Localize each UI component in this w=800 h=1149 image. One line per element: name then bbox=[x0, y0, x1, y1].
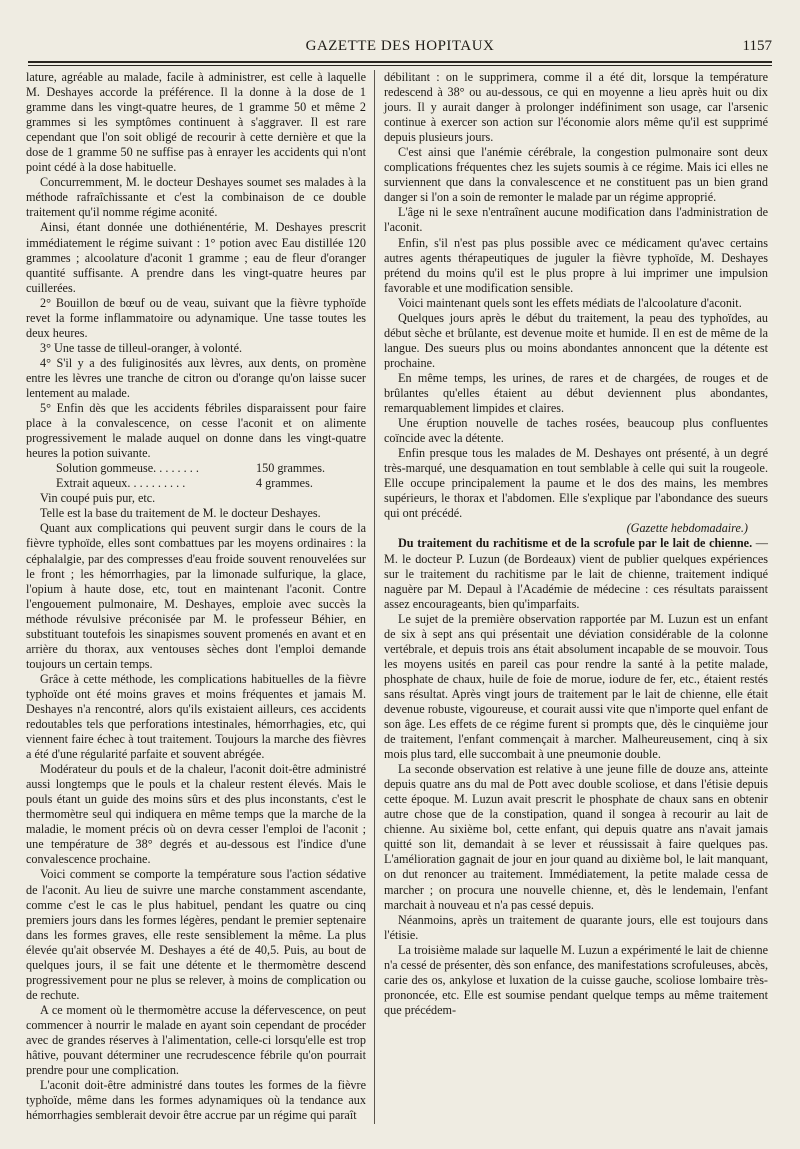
left-column bbox=[26, 70, 366, 1123]
paragraph: La troisième malade sur laquelle M. Luzun a expérimenté le lait de chienne n'a cessé de présenter, dès son enfance, des manifestations scrofuleuses, abcès, carie des os, ankylose et luxation de la cuisse gauche, scoliose lombaire très-prononcée, etc. Elle est soumise pendant quelque temps au même traitement que précédem- bbox=[384, 942, 768, 1017]
paragraph: Quant aux complications qui peuvent surgir dans le cours de la fièvre typhoïde, elles sont combattues par les moyens ordinaires : la céphalalgie, par des compresses d'eau froide souvent renouvelées sur le front ; les hémorrhagies, par la limonade sulfurique, la glace, l'opium à haute dose, etc, tout en maintenant l'aconit. Contre l'engouement pulmonaire, M. Deshayes, emploie avec succès la méthode révulsive préconisée par M. le professeur Béhier, en substituant toutefois les sinapismes souvent promenés en avant et en arrière du thorax, aux ventouses sèches dont l'emploi demande toujours un certain temps. bbox=[26, 521, 366, 671]
paragraph: Le sujet de la première observation rapportée par M. Luzun est un enfant de six à sept ans qui présentait une déviation considérable de la colonne vertébrale, et depuis trois ans était absolument incapable de se mouvoir. Tous les moyens usités en pareil cas pour rendre la santé à la petite malade, phosphate de chaux, huile de foie de morue, iodure de fer, etc., étaient restés sans résultat. Après vingt jours de traitement par le lait de chienne, elle était devenue robuste, vigoureuse, et courait aussi vite que n'importe quel enfant de son âge. Les effets de ce régime furent si prompts que, dès le cinquième jour de traitement, l'enfant commençait à marcher. Malheureusement, cinq à six mois plus tard, elle succombait à une pneumonie double. bbox=[384, 611, 768, 762]
paragraph: Vin coupé puis pur, etc. bbox=[40, 491, 156, 506]
paragraph: Telle est la base du traitement de M. le docteur Deshayes. bbox=[40, 506, 321, 521]
paragraph: Modérateur du pouls et de la chaleur, l'aconit doit-être administré aussi longtemps que le pouls et la chaleur restent élevés. Mais le pouls étant un guide des moins sûrs et des plus inconstants, c'est le thermomètre seul qui indiquera en même temps que la marche de la maladie, le moment précis où on devra cesser l'emploi de l'aconit ; une température de 38° degrés et au-dessous est l'indice d'une convalescence prochaine. bbox=[26, 762, 366, 867]
section-intro: — M. le docteur P. Luzun (de Bordeaux) vient de publier quelques expériences sur le traitement du rachitisme par le lait de chienne, traitement indiqué naguère par M. Depaul à l'Académie de médecine : ces résultats paraissent assez encourageants, bien qu'imparfaits. bbox=[384, 536, 768, 611]
paragraph: Enfin, s'il n'est pas plus possible avec ce médicament qu'avec certains autres agents thérapeutiques de juguler la fièvre typhoïde, M. Deshayes prétend du moins qu'il est le plus propre à lui imprimer une impulsion favorable et une modification sensible. bbox=[384, 235, 768, 295]
paragraph: Concurremment, M. le docteur Deshayes soumet ses malades à la méthode rafraîchissante et c'est la combinaison de ce double traitement qu'il nomme régime aconité. bbox=[26, 175, 366, 220]
paragraph: 3° Une tasse de tilleul-oranger, à volonté. bbox=[40, 340, 243, 355]
paragraph: Voici maintenant quels sont les effets médiats de l'alcoolature d'aconit. bbox=[398, 295, 742, 310]
paragraph: Enfin presque tous les malades de M. Deshayes ont présenté, à un degré très-marqué, une desquamation en tout semblable à celle qui suit la rougeole. Elle occupe principalement la paume et le dos des mains, les membres supérieurs, le thorax et l'abdomen. Elle s'explique par l'abondance des sueurs qui ont précédé. bbox=[384, 446, 768, 521]
paragraph: lature, agréable au malade, facile à administrer, est celle à laquelle M. Deshayes accorde la préférence. Il la donne à la dose de 1 gramme dans les vingt-quatre heures, de 1 gramme 50 et même 2 grammes si les symptômes continuent à s'aggraver. Il est rare cependant que l'on soit obligé de recourir à cette dernière et que la dose de 1 gramme 50 ne suffise pas à enrayer les accidents qui n'ont point cédé à la dose habituelle. bbox=[26, 70, 366, 175]
paragraph: 4° S'il y a des fuliginosités aux lèvres, aux dents, on promène entre les lèvres une tranche de citron ou d'orange qu'on laisse sucer lentement au malade. bbox=[26, 355, 366, 400]
journal-title: GAZETTE DES HOPITAUX bbox=[305, 38, 495, 54]
paragraph: Néanmoins, après un traitement de quarante jours, elle est toujours dans l'étisie. bbox=[384, 912, 768, 942]
formula-line bbox=[26, 461, 366, 476]
paragraph: Grâce à cette méthode, les complications habituelles de la fièvre typhoïde ont été moins graves et moins fréquentes et jamais M. Deshayes n'a rencontré, alors qu'ils existaient ailleurs, ces accidents redoutables tels que perforations intestinales, hémorrhagies, etc, qui viennent faire échec à tout traitement. Toujours la marche des fièvres a été d'une régularité parfaite et souvent abrégée. bbox=[26, 671, 366, 762]
right-column bbox=[384, 70, 768, 1018]
paragraph: Voici comment se comporte la température sous l'action sédative de l'aconit. Au lieu de suivre une marche constamment ascendante, comme c'est le cas le plus habituel, pendant les quatre ou cinq premiers jours dans les formes légères, pendant le premier septenaire dans les formes graves, elle reste sensiblement la même. La plus élevée qu'ait observée M. Deshayes a été de 40,5. Puis, au bout de quelques jours, il se fait une détente et le thermomètre descend progressivement pour ne plus se relever, à moins de complication ou de rechute. bbox=[26, 867, 366, 1002]
section-title: Du traitement du rachitisme et de la scrofule par le lait de chienne. bbox=[398, 536, 753, 551]
formula-ingredient: Solution gommeuse. . . . . . . . bbox=[56, 461, 199, 476]
formula-quantity: 150 grammes. bbox=[256, 461, 326, 476]
page-number: 1157 bbox=[742, 38, 772, 54]
paragraph: débilitant : on le supprimera, comme il a été dit, lorsque la température redescend à 38° ou au-dessous, ce qui en moyenne a lieu après huit ou dix jours. Il y aurait danger à prolonger indéfiniment son usage, car l'arsenic continue à exercer son action sur l'économie alors même qu'il est supprimé depuis plusieurs jours. bbox=[384, 70, 768, 145]
paragraph: Quelques jours après le début du traitement, la peau des typhoïdes, au début sèche et brûlante, est devenue moite et humide. Il en est de même de la langue. Des sueurs plus ou moins abondantes annoncent que la détente est prochaine. bbox=[384, 310, 768, 370]
paragraph: En même temps, les urines, de rares et de chargées, de rouges et de brûlantes qu'elles étaient au début deviennent plus abondantes, remarquablement limpides et claires. bbox=[384, 370, 768, 416]
page-header bbox=[28, 38, 772, 60]
formula-ingredient: Extrait aqueux. . . . . . . . . . bbox=[56, 476, 186, 491]
paragraph: La seconde observation est relative à une jeune fille de douze ans, atteinte depuis quatre ans du mal de Pott avec double scoliose, et dans l'étisie depuis cette époque. M. Luzun avait prescrit le phosphate de chaux sans en obtenir autre chose que de la constipation, quand il songea à recourir au lait de chienne. Au sixième bol, cette enfant, qui depuis quatre ans n'avait jamais quitté son lit, demandait à se lever et réussissait à faire quelques pas. L'amélioration gagnait de jour en jour quand au dixième bol, le lait manquant, on dut renoncer au traitement. Immédiatement, la petite malade cessa de marcher ; on procura une nouvelle chienne, et, dès le lendemain, l'enfant marchait à nouveau et n'a pas cessé depuis. bbox=[384, 762, 768, 912]
paragraph: L'aconit doit-être administré dans toutes les formes de la fièvre typhoïde, même dans les formes adynamiques où la tendance aux hémorrhagies semblerait devoir être accrue par un régime qui paraît bbox=[26, 1078, 366, 1123]
formula-quantity: 4 grammes. bbox=[256, 476, 313, 491]
column-divider bbox=[374, 70, 375, 1124]
formula-line bbox=[26, 476, 366, 491]
paragraph: L'âge ni le sexe n'entraînent aucune modification dans l'administration de l'aconit. bbox=[384, 205, 768, 235]
paragraph: C'est ainsi que l'anémie cérébrale, la congestion pulmonaire sont deux complications fréquentes chez les sujets soumis à ce régime. Mais ici elles ne surviennent que dans la convalescence et ne constituent pas un bien grand danger si l'on a soin de remonter le malade par un régime approprié. bbox=[384, 145, 768, 205]
paragraph: Une éruption nouvelle de taches rosées, beaucoup plus confluentes coïncide avec la détente. bbox=[384, 416, 768, 446]
paragraph: A ce moment où le thermomètre accuse la défervescence, on peut commencer à nourrir le malade en ayant soin cependant de procéder avec de grandes réserves à l'alimentation, celle-ci lorsqu'elle est trop hâtive, pouvant déterminer une recrudescence fébrile qu'on pourrait prendre pour une complication. bbox=[26, 1002, 366, 1078]
header-rule-thin bbox=[28, 65, 772, 66]
header-rule bbox=[28, 61, 772, 63]
source-signature: (Gazette hebdomadaire.) bbox=[626, 521, 748, 536]
paragraph: 5° Enfin dès que les accidents fébriles disparaissent pour faire place à la convalescence, on cesse l'aconit et on alimente progressivement le malade auquel on donne dans les vingt-quatre heures la potion suivante. bbox=[26, 401, 366, 461]
paragraph: Ainsi, étant donnée une dothiénentérie, M. Deshayes prescrit immédiatement le régime suivant : 1° potion avec Eau distillée 120 grammes ; alcoolature d'aconit 1 gramme ; eau de fleur d'oranger quantité suffisante. A prendre dans les vingt-quatre heures par cuillerées. bbox=[26, 220, 366, 295]
section-paragraph bbox=[384, 536, 768, 611]
paragraph: 2° Bouillon de bœuf ou de veau, suivant que la fièvre typhoïde revet la forme inflammatoire ou adynamique. Une tasse toutes les deux heures. bbox=[26, 295, 366, 340]
